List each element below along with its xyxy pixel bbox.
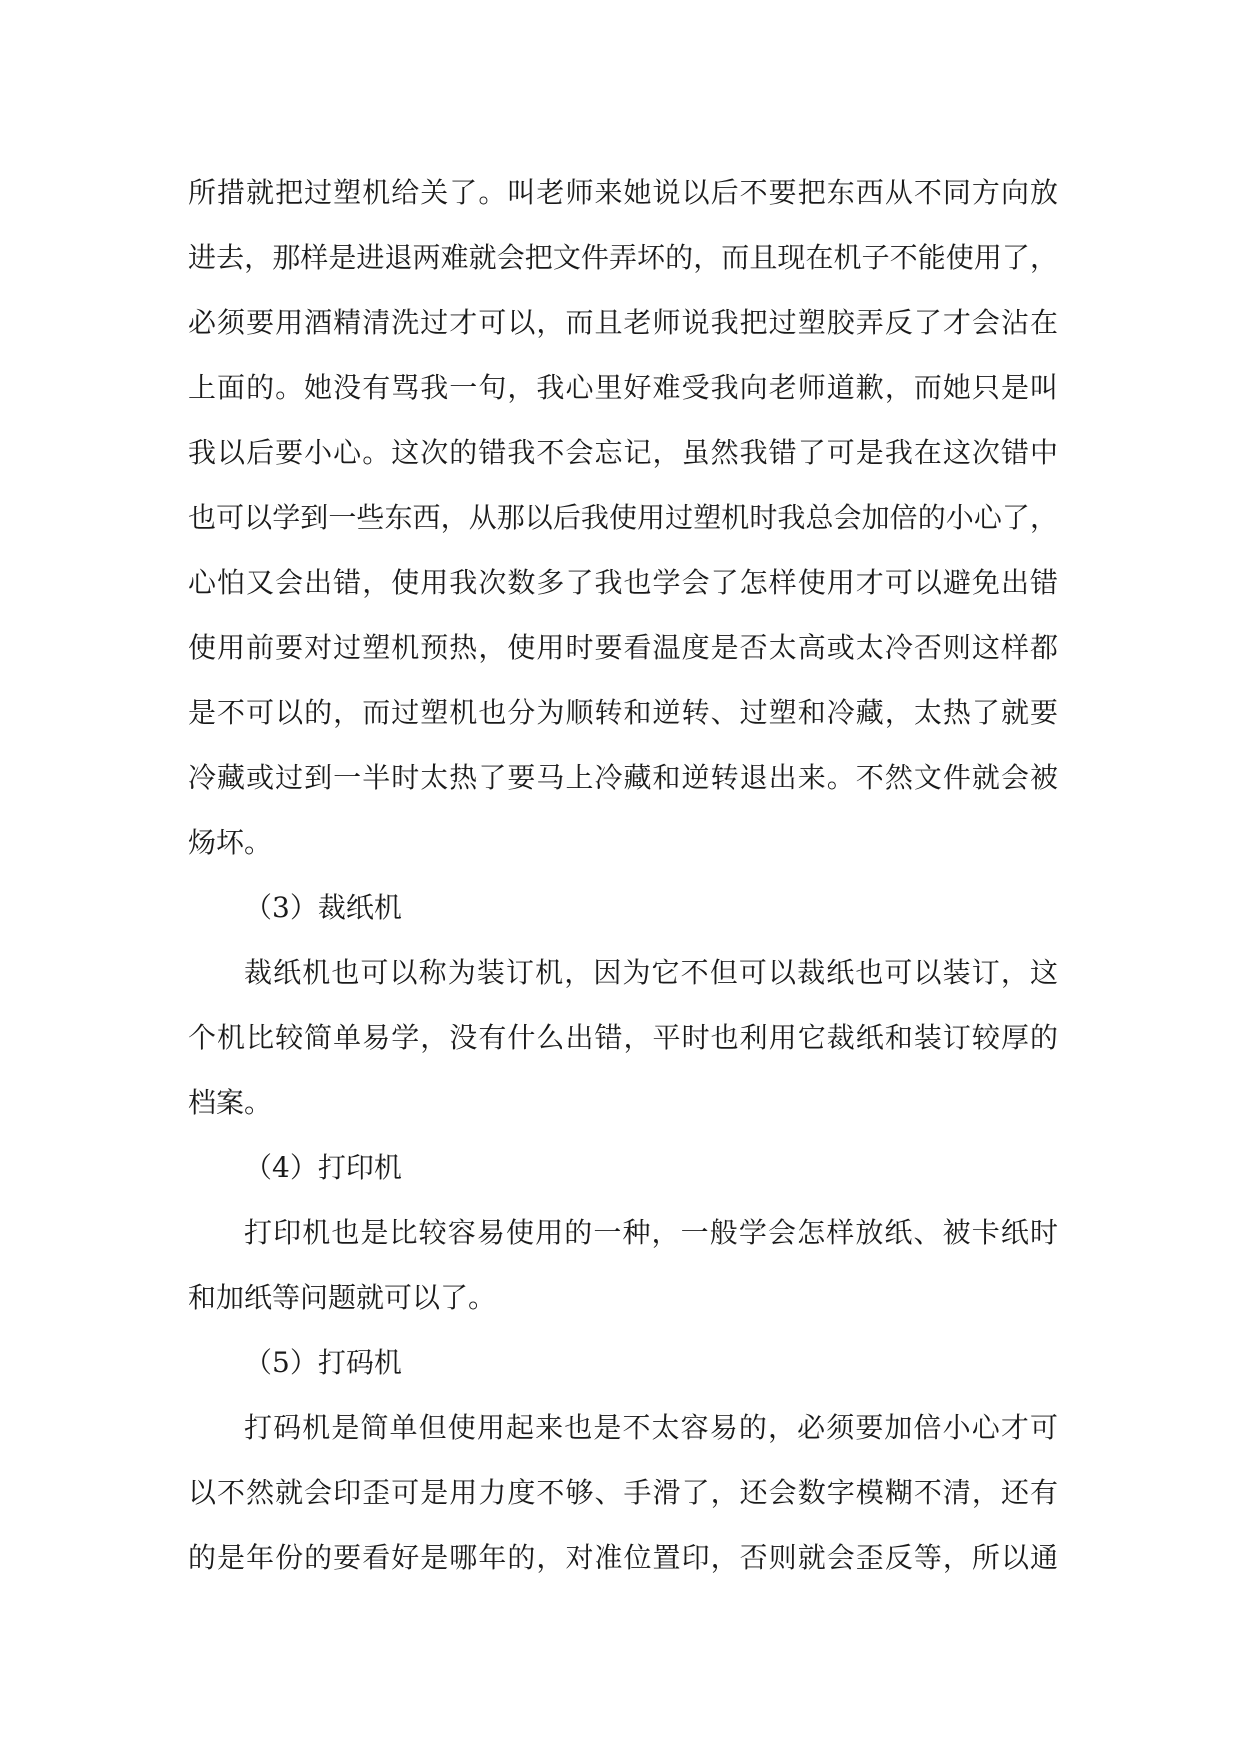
text-line: 以不然就会印歪可是用力度不够、手滑了，还会数字模糊不清，还有 bbox=[188, 1476, 1058, 1509]
text-line: 档案。 bbox=[188, 1086, 273, 1119]
text-line: 炀坏。 bbox=[188, 826, 273, 859]
text-line: 所措就把过塑机给关了。叫老师来她说以后不要把东西从不同方向放 bbox=[188, 176, 1058, 209]
section-heading-3: （3）裁纸机 bbox=[244, 891, 402, 924]
text-line: 我以后要小心。这次的错我不会忘记，虽然我错了可是我在这次错中 bbox=[188, 436, 1058, 469]
section-heading-4: （4）打印机 bbox=[244, 1151, 402, 1184]
paragraph-1 bbox=[188, 160, 1058, 875]
text-line: 打印机也是比较容易使用的一种，一般学会怎样放纸、被卡纸时 bbox=[244, 1216, 1058, 1249]
section-heading-5: （5）打码机 bbox=[244, 1346, 402, 1379]
text-line: 个机比较简单易学，没有什么出错，平时也利用它裁纸和装订较厚的 bbox=[188, 1021, 1058, 1054]
text-line: 是不可以的，而过塑机也分为顺转和逆转、过塑和冷藏，太热了就要 bbox=[188, 696, 1058, 729]
text-line: 裁纸机也可以称为装订机，因为它不但可以裁纸也可以装订，这 bbox=[244, 956, 1058, 989]
text-line: 使用前要对过塑机预热，使用时要看温度是否太高或太冷否则这样都 bbox=[188, 631, 1058, 664]
text-line: 心怕又会出错，使用我次数多了我也学会了怎样使用才可以避免出错 bbox=[188, 566, 1058, 599]
paragraph-4 bbox=[188, 1395, 1058, 1590]
text-line: 进去，那样是进退两难就会把文件弄坏的，而且现在机子不能使用了， bbox=[188, 241, 1058, 274]
text-line: 上面的。她没有骂我一句，我心里好难受我向老师道歉，而她只是叫 bbox=[188, 371, 1058, 404]
text-line: 打码机是简单但使用起来也是不太容易的，必须要加倍小心才可 bbox=[244, 1411, 1058, 1444]
text-line: 必须要用酒精清洗过才可以，而且老师说我把过塑胶弄反了才会沾在 bbox=[188, 306, 1058, 339]
paragraph-3 bbox=[188, 1200, 1058, 1330]
text-line: 的是年份的要看好是哪年的，对准位置印，否则就会歪反等，所以通 bbox=[188, 1541, 1058, 1574]
text-line: 和加纸等问题就可以了。 bbox=[188, 1281, 497, 1314]
document-page bbox=[188, 160, 1058, 1590]
text-line: 冷藏或过到一半时太热了要马上冷藏和逆转退出来。不然文件就会被 bbox=[188, 761, 1058, 794]
text-line: 也可以学到一些东西，从那以后我使用过塑机时我总会加倍的小心了， bbox=[188, 501, 1058, 534]
paragraph-2 bbox=[188, 940, 1058, 1135]
